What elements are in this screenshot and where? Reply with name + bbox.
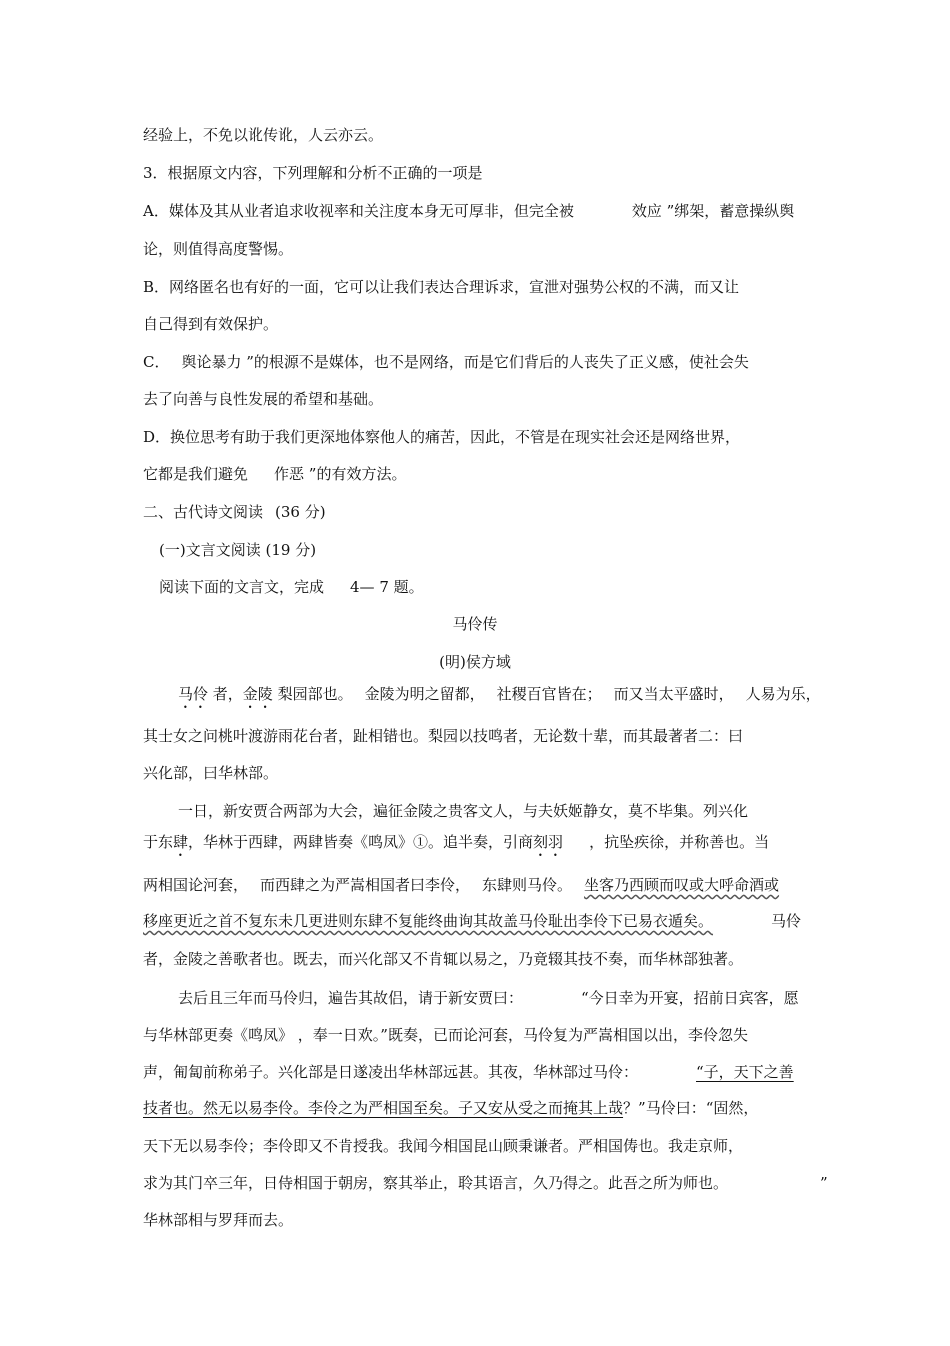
option-d bbox=[143, 427, 740, 447]
option-a bbox=[143, 201, 794, 221]
dotted-term: 马伶 bbox=[178, 685, 209, 703]
option-c-text-2: 去了向善与良性发展的希望和基础。 bbox=[143, 390, 384, 408]
underlined-text: 技者也。然无以易李伶。 bbox=[143, 1099, 309, 1117]
text-run: 而又当太平盛时， bbox=[613, 685, 734, 703]
paragraph-2-line-4 bbox=[143, 911, 801, 931]
paragraph-2-line-5 bbox=[143, 949, 743, 969]
option-b-text: B．网络匿名也有好的一面，它可以让我们表达合理诉求，宣泄对强势公权的不满，而又让 bbox=[143, 278, 740, 296]
text-run: 者，金陵之善歌者也。既去，而兴化部又不肯辄以易之，乃竟辍其技不奏，而华林部独著。 bbox=[143, 950, 744, 968]
text-run: 兴化部，曰华林部。 bbox=[143, 764, 279, 782]
option-a-text: A．媒体及其从业者追求收视率和关注度本身无可厚非，但完全被 bbox=[143, 202, 574, 220]
paragraph-3-line-4 bbox=[143, 1098, 758, 1118]
paragraph-2-line-3 bbox=[143, 875, 779, 895]
dotted-term: 刻羽 bbox=[533, 833, 564, 851]
subsection-score: (19 分) bbox=[265, 541, 317, 559]
option-c-cont bbox=[143, 389, 383, 409]
text-run: 两相国论河套， bbox=[143, 876, 249, 894]
text-run: ” bbox=[820, 1174, 828, 1192]
paragraph-3-line-7 bbox=[143, 1210, 293, 1230]
text-run: 社稷百官皆在； bbox=[496, 685, 602, 703]
text-run: ，抗坠疾徐，并称善也。当 bbox=[589, 833, 770, 851]
option-d-cont bbox=[143, 464, 406, 484]
passage-author-text: (明)侯方域 bbox=[439, 653, 511, 671]
paragraph-1-line-2 bbox=[143, 726, 743, 746]
instructions-range: 4— 7 题。 bbox=[350, 578, 424, 596]
paragraph-3-line-6 bbox=[143, 1173, 828, 1193]
underlined-text: 李伶之为严相国至矣。 bbox=[308, 1099, 459, 1117]
paragraph-3-line-3 bbox=[143, 1062, 794, 1082]
paragraph-3-line-2 bbox=[143, 1025, 748, 1045]
text-line bbox=[143, 125, 383, 145]
paragraph-1-line-3 bbox=[143, 763, 278, 783]
section-heading bbox=[143, 502, 326, 522]
option-a-text-2: 论，则值得高度警惕。 bbox=[143, 240, 294, 258]
underlined-text: “子，天下之善 bbox=[696, 1063, 794, 1081]
option-b bbox=[143, 277, 739, 297]
text-run: 东肆则马伶。 bbox=[482, 876, 573, 894]
option-a-text-cont: 效应 ”绑架，蓄意操纵舆 bbox=[631, 202, 795, 220]
option-d-text-2a: 它都是我们避免 bbox=[143, 465, 249, 483]
section-score: (36 分) bbox=[275, 503, 326, 521]
question-text: 3．根据原文内容，下列理解和分析不正确的一项是 bbox=[143, 164, 483, 182]
paragraph-1-line-1 bbox=[178, 684, 821, 712]
text-run: 声，匍匐前称弟子。兴化部是日遂凌出华林部远甚。其夜，华林部过马伶： bbox=[143, 1063, 639, 1081]
text-run: 求为其门卒三年，日侍相国于朝房，察其举止，聆其语言，久乃得之。此吾之所为师也。 bbox=[143, 1174, 729, 1192]
text-run: 一日，新安贾合两部为大会，遍征金陵之贵客文人，与夫妖姬静女，莫不毕集。列兴化 bbox=[178, 802, 749, 820]
option-c bbox=[143, 352, 749, 372]
underlined-text: 子又安从受之而掩其上哉 bbox=[458, 1099, 624, 1117]
section-title: 二、古代诗文阅读 bbox=[143, 503, 264, 521]
dotted-term: 肆 bbox=[173, 833, 189, 851]
dotted-term: 金陵 bbox=[242, 685, 273, 703]
paragraph-3-line-1 bbox=[178, 988, 799, 1008]
instructions-text: 阅读下面的文言文，完成 bbox=[159, 578, 325, 596]
subsection-heading bbox=[159, 540, 316, 560]
text-run: 人易为乐， bbox=[745, 685, 821, 703]
text-run: “今日幸为开宴，招前日宾客，愿 bbox=[581, 989, 799, 1007]
wavy-underlined-text: 移座更近之首不复东未几更进则东肆不复能终曲询其故盖马伶耻出李伶下已易衣遁矣。 bbox=[143, 912, 714, 930]
text-run: 者， bbox=[208, 685, 243, 703]
line-text: 经验上，不免以讹传讹，人云亦云。 bbox=[143, 126, 384, 144]
text-run: 于东 bbox=[143, 833, 174, 851]
subsection-title: (一)文言文阅读 bbox=[159, 541, 261, 559]
wavy-underlined-text: 坐客乃西顾而叹或大呼命酒或 bbox=[584, 876, 780, 894]
text-run: 梨园部也。 bbox=[272, 685, 353, 703]
text-run: ？”马伶曰：“固然， bbox=[623, 1099, 759, 1117]
text-run: 与华林部更奏《鸣凤》 ，奉一日欢。”既奏，已而论河套，马伶复为严嵩相国以出，李伶忽失 bbox=[143, 1026, 748, 1044]
text-run: 而西肆之为严嵩相国者曰李伶， bbox=[260, 876, 471, 894]
text-run: 天下无以易李伶；李伶即又不肯授我。我闻今相国昆山顾秉谦者。严相国俦也。我走京师， bbox=[143, 1137, 744, 1155]
paragraph-2-line-2 bbox=[143, 832, 769, 860]
option-c-text: 舆论暴力 ”的根源不是媒体，也不是网络，而是它们背后的人丧失了正义感，使社会失 bbox=[181, 353, 749, 371]
option-d-text: D．换位思考有助于我们更深地体察他人的痛苦，因此，不管是在现实社会还是网络世界， bbox=[143, 428, 741, 446]
paragraph-2-line-1 bbox=[178, 801, 748, 821]
option-c-label: C． bbox=[143, 353, 170, 371]
option-b-text-2: 自己得到有效保护。 bbox=[143, 315, 279, 333]
option-d-text-2b: 作恶 ”的有效方法。 bbox=[274, 465, 407, 483]
text-run: ，华林于西肆，两肆皆奏《鸣凤》①。追半奏，引商 bbox=[188, 833, 534, 851]
paragraph-3-line-5 bbox=[143, 1136, 743, 1156]
text-run: 华林部相与罗拜而去。 bbox=[143, 1211, 294, 1229]
text-run: 马伶 bbox=[771, 912, 802, 930]
option-a-cont bbox=[143, 239, 293, 259]
option-b-cont bbox=[143, 314, 278, 334]
question-3 bbox=[143, 163, 483, 183]
instructions bbox=[159, 577, 424, 597]
passage-title bbox=[0, 614, 950, 634]
text-run: 去后且三年而马伶归，遍告其故侣，请于新安贾曰： bbox=[178, 989, 524, 1007]
text-run: 金陵为明之留都， bbox=[364, 685, 485, 703]
passage-title-text: 马伶传 bbox=[452, 615, 498, 633]
text-run: 其士女之问桃叶渡游雨花台者，趾相错也。梨园以技鸣者，无论数十辈，而其最著者二：曰 bbox=[143, 727, 744, 745]
passage-author bbox=[0, 652, 950, 672]
